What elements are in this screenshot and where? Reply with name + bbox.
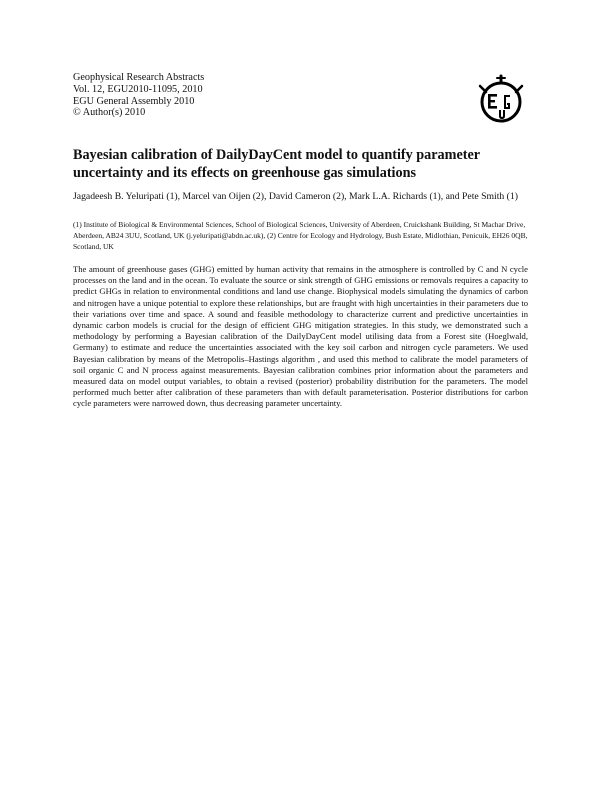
assembly-info: EGU General Assembly 2010	[73, 95, 195, 107]
egu-logo-icon	[476, 74, 526, 126]
volume-info: Vol. 12, EGU2010-11095, 2010	[73, 83, 203, 95]
copyright-info: © Author(s) 2010	[73, 107, 146, 119]
paper-title: Bayesian calibration of DailyDayCent model to quantify parameter uncertainty and its effects on greenhouse gas simulations	[73, 147, 480, 181]
abstract-body: The amount of greenhouse gases (GHG) emitted by human activity that remains in the atmosphere is controlled by C and N cycle processes on the land and in the ocean. To evaluate the source or sink strength of GHG emissions or removals requires a capacity to predict GHGs in relation to environmental conditions and land use change. Biophysical models simulating the dynamics of carbon and nitrogen have a unique potential to explore these relationships, but are fraught with high uncertainties in their parameters due to their variations over time and space. A sound and feasible methodology to characterize current and predictive uncertainties in dynamic carbon models is crucial for the design of efficient GHG mitigation strategies. In this study, we demonstrated such a methodology by performing a Bayesian calibration of the DailyDayCent model utilising data from a Forest site (Hoeglwald, Germany) to estimate and reduce the uncertainties associated with the key soil carbon and nitrogen cycle parameters. We used Bayesian calibration by means of the Metropolis–Hastings algorithm , and used this method to calibrate the model parameters of soil organic C and N process against measurements. Bayesian calibration combines prior information about the parameters and measured data on model output variables, to obtain a revised (posterior) probability distribution for the parameters. The model performed much better after calibration of these parameters than with default parameterisation. Posterior distributions for carbon cycle parameters were narrowed down, thus decreasing parameter uncertainty.	[73, 264, 528, 409]
journal-name: Geophysical Research Abstracts	[73, 72, 205, 83]
journal-header	[73, 72, 373, 119]
author-list: Jagadeesh B. Yeluripati (1), Marcel van Oijen (2), David Cameron (2), Mark L.A. Richards (1), and Pete Smith (1)	[73, 191, 518, 202]
affiliations: (1) Institute of Biological & Environmental Sciences, School of Biological Sciences, University of Aberdeen, Cruickshank Building, St Machar Drive, Aberdeen, AB24 3UU, Scotland, UK (j.yeluripati@abdn.ac.uk), (2) Centre for Ecology and Hydrology, Bush Estate, Midlothian, Penicuik, EH26 0QB, Scotland, UK	[73, 220, 528, 251]
